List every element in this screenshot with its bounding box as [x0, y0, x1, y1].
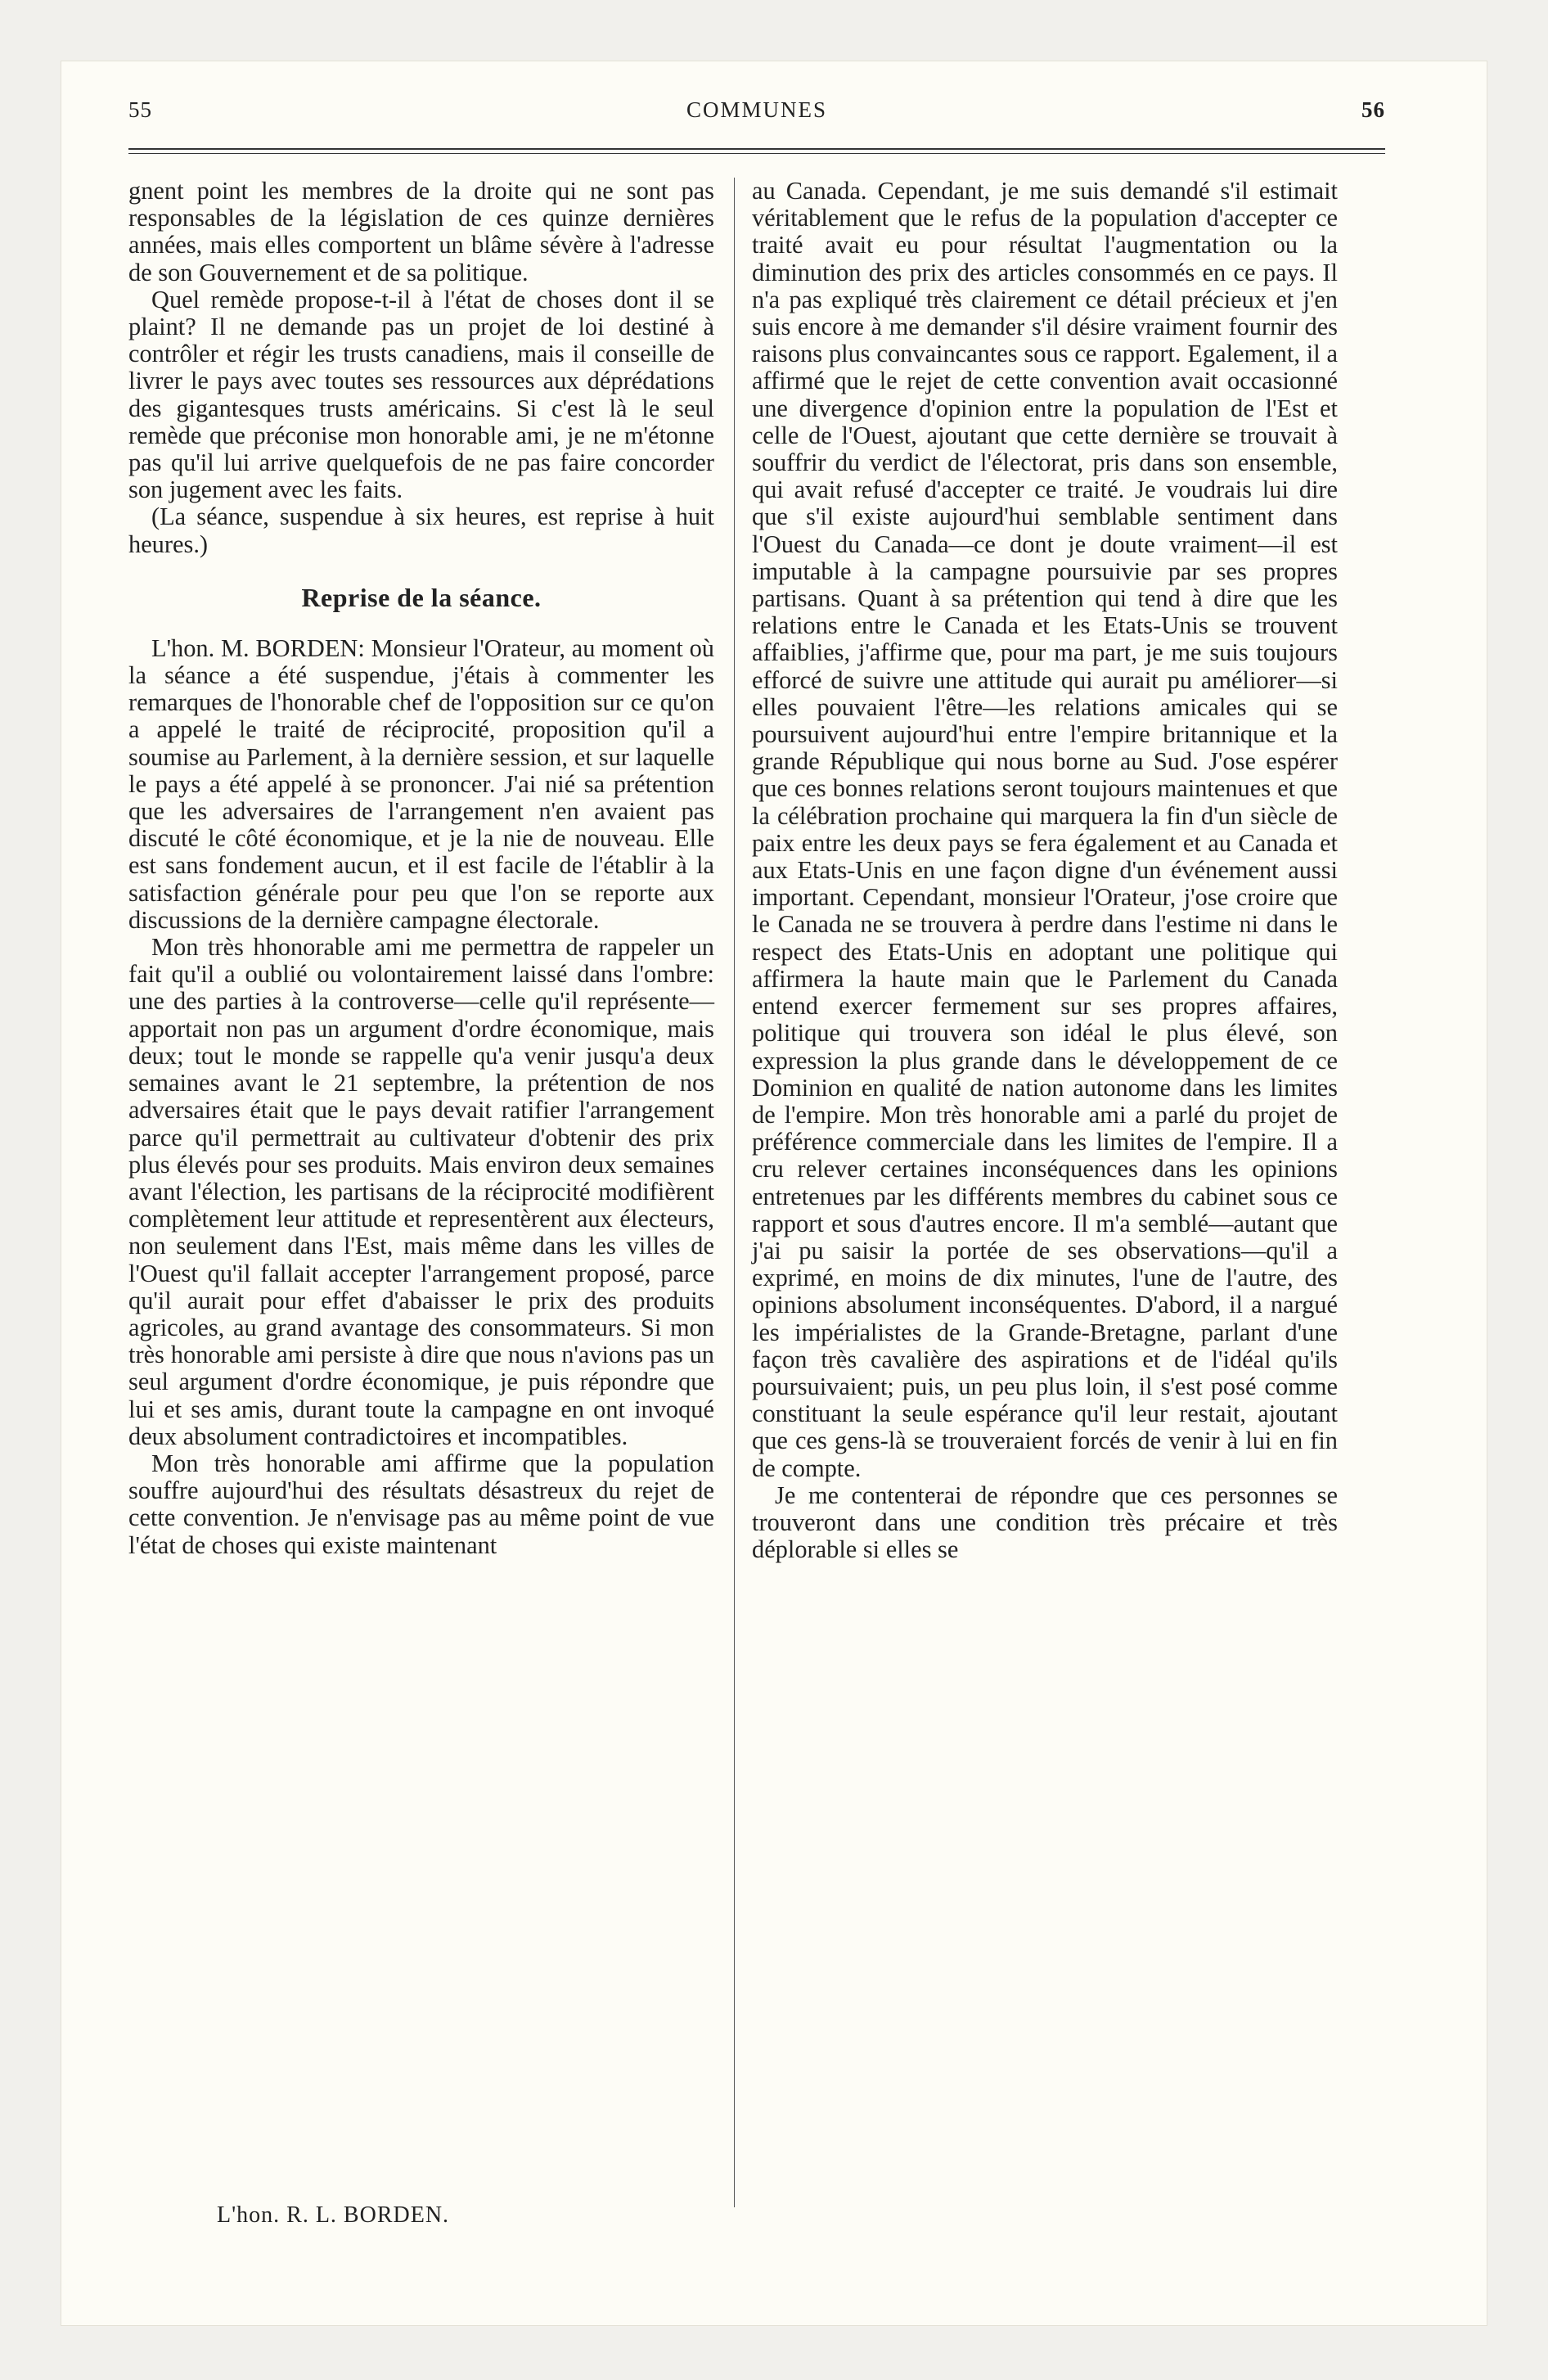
header-rule-thin: [128, 153, 1385, 154]
paragraph: Mon très honorable ami affirme que la population souffre aujourd'hui des résultats désastreux du rejet de cette convention. Je n'envisage pas au même point de vue l'état de choses qui existe maintenant: [128, 1449, 714, 1559]
running-title: COMMUNES: [686, 97, 828, 122]
header-rule: [128, 148, 1385, 150]
page-number-right: 56: [1361, 97, 1385, 122]
paragraph: (La séance, suspendue à six heures, est reprise à huit heures.): [128, 503, 714, 558]
paragraph: Quel remède propose-t-il à l'état de choses dont il se plaint? Il ne demande pas un projet de loi destiné à contrôler et régir les trusts canadiens, mais il conseille de livrer le pays avec toutes ses ressources aux déprédations des gigantesques trusts américains. Si c'est là le seul remède que préconise mon honorable ami, je ne m'étonne pas qu'il lui arrive quelquefois de ne pas faire concorder son jugement avec les faits.: [128, 285, 714, 504]
section-heading: Reprise de la séance.: [301, 582, 542, 612]
paragraph: L'hon. M. BORDEN: Monsieur l'Orateur, au moment où la séance a été suspendue, j'étais à commenter les remarques de l'honorable chef de l'opposition sur ce qu'on a appelé le traité de réciprocité, proposition qu'il a soumise au Parlement, à la dernière session, et sur laquelle le pays a été appelé à se prononcer. J'ai nié sa prétention que les adversaires de l'arrangement n'en avaient pas discuté le côté économique, et je la nie de nouveau. Elle est sans fondement aucun, et il est facile de l'établir à la satisfaction générale pour peu que l'on se reporte aux discussions de la dernière campagne électorale.: [128, 633, 714, 934]
paragraph: Mon très hhonorable ami me permettra de rappeler un fait qu'il a oublié ou volontairement laissé dans l'ombre: une des parties à la controverse—celle qu'il représente—apportait non pas un argument d'ordre économique, mais deux; tout le monde se rappelle qu'a venir jusqu'a deux semaines avant le 21 septembre, la prétention de nos adversaires était que le pays devait ratifier l'arrangement parce qu'il permettrait au cultivateur d'obtenir des prix plus élevés pour ses produits. Mais environ deux semaines avant l'élection, les partisans de la réciprocité modifièrent complètement leur attitude et representèrent aux électeurs, non seulement dans l'Est, mais même dans les villes de l'Ouest qu'il fallait accepter l'arrangement proposé, parce qu'il aurait pour effet d'abaisser le prix des produits agricoles, au grand avantage des consommateurs. Si mon très honorable ami persiste à dire que nous n'avions pas un seul argument d'ordre économique, je puis répondre que lui et ses amis, durant toute la campagne en ont invoqué deux absolument contradictoires et incompatibles.: [128, 933, 714, 1450]
right-column: [752, 178, 1338, 1563]
paragraph: Je me contenterai de répondre que ces personnes se trouveront dans une condition très précaire et très déplorable si elles se: [752, 1481, 1338, 1564]
left-column: [128, 178, 714, 1559]
page-number-left: 55: [128, 97, 152, 122]
paragraph: au Canada. Cependant, je me suis demandé s'il estimait véritablement que le refus de la population d'accepter ce traité avait eu pour résultat l'augmentation ou la diminution des prix des articles consommés en ce pays. Il n'a pas expliqué très clairement ce détail précieux et j'en suis encore à me demander s'il désire vraiment fournir des raisons plus convaincantes sous ce rapport. Egalement, il a affirmé que le rejet de cette convention avait occasionné une divergence d'opinion entre la population de l'Est et celle de l'Ouest, ajoutant que cette dernière se trouvait à souffrir du verdict de l'électorat, pris dans son ensemble, qui avait refusé d'accepter ce traité. Je voudrais lui dire que s'il existe aujourd'hui semblable sentiment dans l'Ouest du Canada—ce dont je doute vraiment—il est imputable à la campagne poursuivie par ses propres partisans. Quant à sa prétention qui tend à dire que les relations entre le Canada et les Etats-Unis se trouvent affaiblies, j'affirme que, pour ma part, je me suis toujours efforcé de suivre une attitude qui aurait pu améliorer—si elles pouvaient l'être—les relations amicales qui se poursuivent aujourd'hui entre l'empire britannique et la grande République qui nous borne au Sud. J'ose espérer que ces bonnes relations seront toujours maintenues et que la célébration prochaine qui marquera la fin d'un siècle de paix entre les deux pays se fera également et au Canada et aux Etats-Unis en une façon digne d'un événement aussi important. Cependant, monsieur l'Orateur, j'ose croire que le Canada ne se trouvera à perdre dans l'estime ni dans le respect des Etats-Unis en adoptant une politique qui affirmera la haute main que le Parlement du Canada entend exercer fermement sur ses propres affaires, politique qui trouvera son idéal le plus élevé, son expression la plus grande dans le développement de ce Dominion en qualité de nation autonome dans les limites de l'empire. Mon très honorable ami a parlé du projet de préférence commerciale dans les limites de l'empire. Il a cru relever certaines inconséquences dans les opinions entretenues par les différents membres du cabinet sous ce rapport et sous d'autres encore. Il m'a semblé—autant que j'ai pu saisir la portée de ses observations—qu'il a exprimé, en moins de dix minutes, l'une de l'autre, des opinions absolument inconséquentes. D'abord, il a nargué les impérialistes de la Grande-Bretagne, parlant d'une façon très cavalière des aspirations et de l'idéal qu'ils poursuivaient; puis, un peu plus loin, il s'est posé comme constituant la seule espérance qu'il leur restait, ajoutant que ces gens-là se trouveraient forcés de venir à lui en fin de compte.: [752, 177, 1338, 1482]
column-divider: [734, 178, 735, 2207]
document-page: [61, 61, 1487, 2326]
paragraph: gnent point les membres de la droite qui ne sont pas responsables de la législation de ces quinze dernières années, mais elles comportent un blâme sévère à l'adresse de son Gouvernement et de sa politique.: [128, 177, 714, 286]
footer-speaker-name: L'hon. R. L. BORDEN.: [217, 2202, 450, 2228]
page-header: [128, 97, 1385, 127]
